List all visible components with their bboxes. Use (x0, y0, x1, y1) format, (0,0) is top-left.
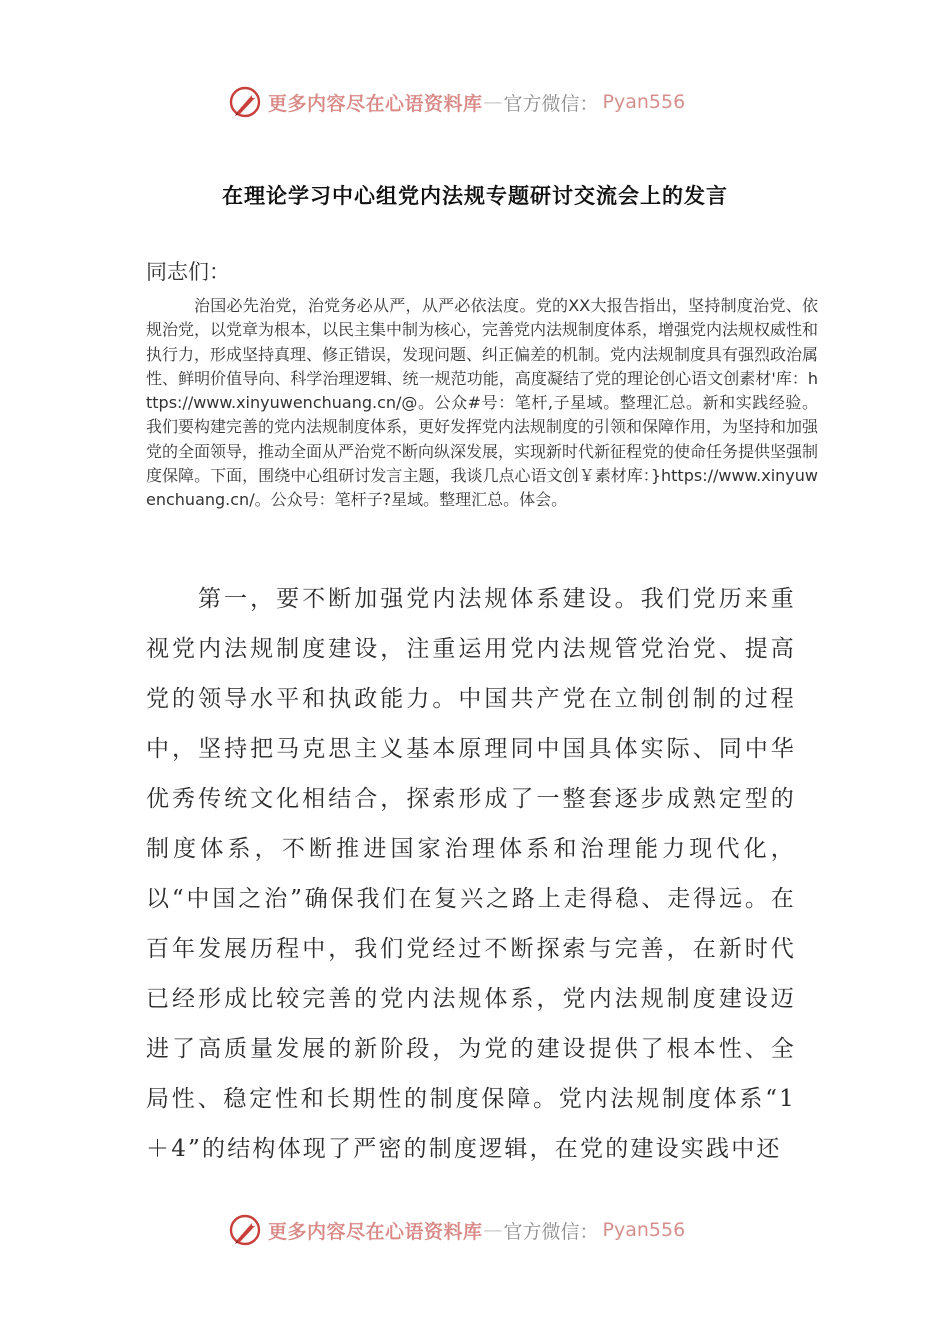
watermark-separator: — (483, 1219, 503, 1241)
document-title: 在理论学习中心组党内法规专题研讨交流会上的发言 (222, 184, 728, 208)
body-paragraph: 第一，要不断加强党内法规体系建设。我们党历来重视党内法规制度建设，注重运用党内法规管党治党、提高党的领导水平和执政能力。中国共产党在立制创制的过程中，坚持把马克思主义基本原理同中国具体实际、同中华优秀传统文化相结合，探索形成了一整套逐步成熟定型的制度体系，不断推进国家治理体系和治理能力现代化，以“中国之治”确保我们在复兴之路上走得稳、走得远。在百年发展历程中，我们党经过不断探索与完善，在新时代已经形成比较完善的党内法规体系，党内法规制度建设迈进了高质量发展的新阶段，为党的建设提供了根本性、全局性、稳定性和长期性的制度保障。党内法规制度体系“1＋4”的结构体现了严密的制度逻辑，在党的建设实践中还 (146, 586, 796, 1162)
intro-paragraph: 治国必先治党，治党务必从严，从严必依法度。党的XX大报告指出，坚持制度治党、依规治党，以党章为根本，以民主集中制为核心，完善党内法规制度体系，增强党内法规权威性和执行力，形成坚持真理、修正错误，发现问题、纠正偏差的机制。党内法规制度具有强烈政治属性、鲜明价值导向、科学治理逻辑、统一规范功能，高度凝结了党的理论创心语文创素材'库：https://www.xinyuwenchuang.cn/@。公众#号：笔杆,子星域。整理汇总。新和实践经验。我们要构建完善的党内法规制度体系，更好发挥党内法规制度的引领和保障作用，为坚持和加强党的全面领导，推动全面从严治党不断向纵深发展，实现新时代新征程党的使命任务提供坚强制度保障。下面，围绕中心组研讨发言主题，我谈几点心语文创￥素材库：}https://www.xinyuwenchuang.cn/。公众号：笔杆子?星域。整理汇总。体会。 (146, 296, 819, 510)
watermark-separator: — (483, 91, 503, 113)
header-watermark (228, 82, 685, 122)
watermark-wechat-id: Pyan556 (602, 91, 686, 113)
watermark-text: 更多内容尽在心语资料库 (268, 1220, 483, 1243)
watermark-text: 更多内容尽在心语资料库 (268, 92, 483, 115)
footer-watermark (228, 1210, 685, 1250)
watermark-wechat-id: Pyan556 (602, 1219, 686, 1241)
pen-logo-icon (228, 85, 262, 119)
salutation: 同志们： (146, 260, 230, 284)
watermark-wechat-label: 官方微信： (503, 92, 599, 115)
watermark-wechat-label: 官方微信： (503, 1220, 599, 1243)
pen-logo-icon (228, 1213, 262, 1247)
